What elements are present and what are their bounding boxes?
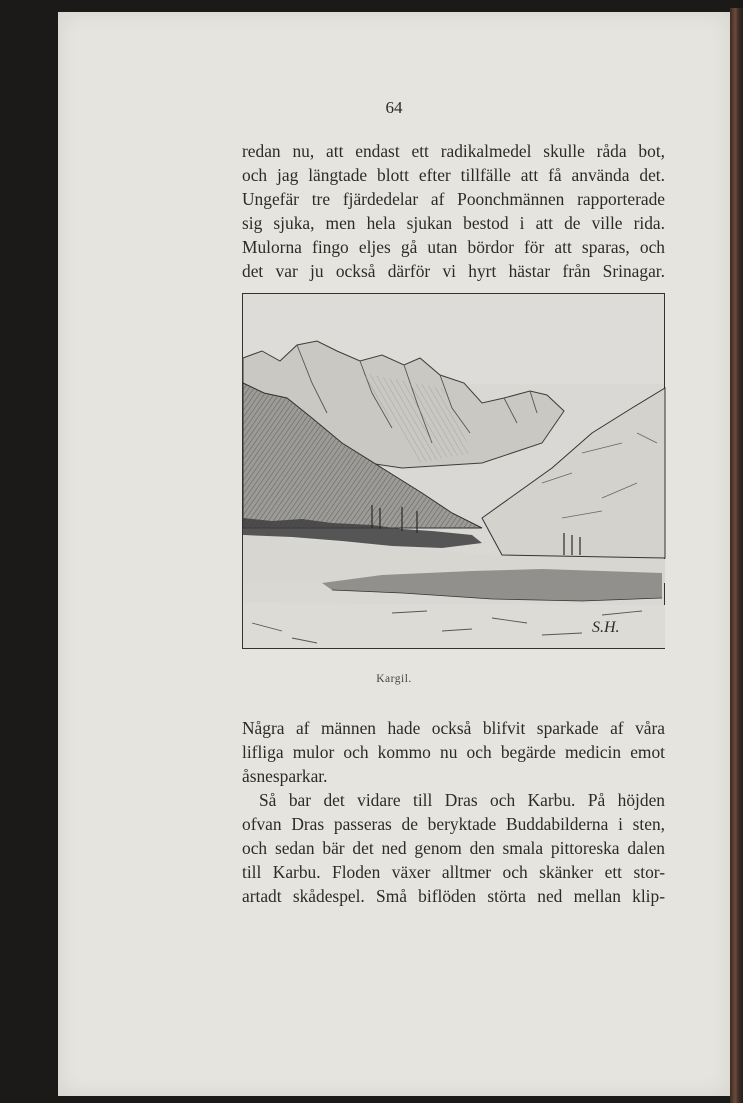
text-line: Ungefär tre fjärdedelar af Poonchmännen rapporterade (242, 189, 665, 209)
page-number: 64 (385, 98, 403, 117)
artist-signature: S.H. (592, 619, 620, 636)
kargil-illustration (242, 293, 666, 653)
illustration-caption: Kargil. (376, 673, 412, 685)
text-line: artadt skådespel. Små biflöden störta ned mellan klip- (242, 886, 665, 906)
text-line: och sedan bär det ned genom den smala pittoreska dalen (242, 838, 665, 858)
paragraph-2 (242, 716, 665, 788)
text-line: Mulorna fingo eljes gå utan bördor för att sparas, och (242, 237, 665, 257)
text-line: åsnesparkar. (242, 766, 328, 786)
text-line: sig sjuka, men hela sjukan bestod i att de ville rida. (242, 213, 665, 233)
book-spine-edge (730, 8, 743, 1103)
mountain-landscape-drawing (242, 293, 666, 653)
text-line: Några af männen hade också blifvit sparkade af våra (242, 718, 665, 738)
text-line: till Karbu. Floden växer alltmer och skänker ett stor- (242, 862, 665, 882)
text-line: lifliga mulor och kommo nu och begärde medicin emot (242, 742, 665, 762)
text-line: och jag längtade blott efter tillfälle att få använda det. (242, 165, 665, 185)
paragraph-1 (242, 139, 665, 283)
paper-page (58, 12, 730, 1096)
text-line: ofvan Dras passeras de beryktade Buddabilderna i sten, (242, 814, 665, 834)
text-line: Så bar det vidare till Dras och Karbu. På höjden (259, 790, 665, 810)
text-line: det var ju också därför vi hyrt hästar från Srinagar. (242, 261, 665, 281)
text-line: redan nu, att endast ett radikalmedel skulle råda bot, (242, 141, 665, 161)
paragraph-3 (242, 788, 665, 908)
